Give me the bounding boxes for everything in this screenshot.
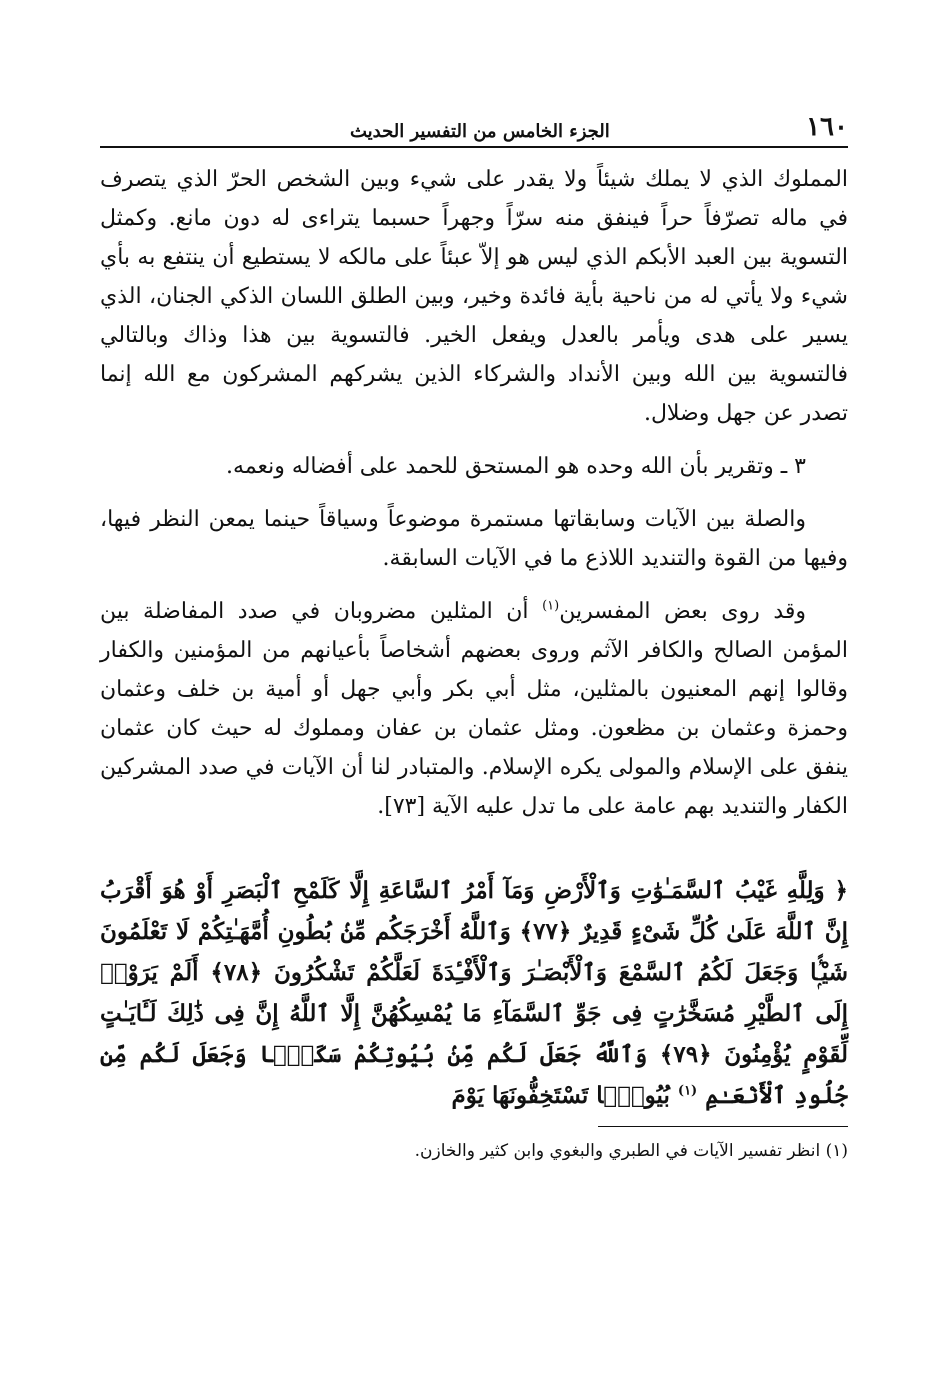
running-title: الجزء الخامس من التفسير الحديث (350, 121, 610, 142)
paragraph-3: والصلة بين الآيات وسابقاتها مستمرة موضوعاً وسياقاً حينما يمعن النظر فيها، وفيها من القوة والتنديد اللاذع ما في الآيات السابقة. (100, 507, 848, 571)
quran-text-end: بُيُوتًۭا تَسْتَخِفُّونَهَا يَوْمَ (451, 1082, 678, 1109)
paragraph-1: المملوك الذي لا يملك شيئاً ولا يقدر على شيء وبين الشخص الحرّ الذي يتصرف في ماله تصرّفاً حراً فينفق منه سرّاً وجهراً حسبما يتراءى له دون مانع. وكمثل التسوية بين العبد الأبكم الذي ليس هو إلاّ عبئاً على مالكه لا يستطيع أن ينتفع به بأي شيء ولا يأتي له من ناحية بأية فائدة وخير، وبين الطلق اللسان الذكي الجنان، الذي يسير على هدى ويأمر بالعدل ويفعل الخير. فالتسوية بين هذا وذاك وبالتالي فالتسوية بين الله وبين الأنداد والشركاء الذين يشركهم المشركون مع الله إنما تصدر عن جهل وضلال. (100, 167, 848, 426)
footnote-reference: (١) (542, 598, 560, 614)
paragraph-2: ٣ ـ وتقرير بأن الله وحده هو المستحق للحمد على أفضاله ونعمه. (226, 454, 806, 479)
page-body (100, 160, 848, 826)
quran-text-main: ﴿ وَلِلَّهِ غَيْبُ ٱلسَّمَـٰوَٰتِ وَٱلْأَرْضِ وَمَآ أَمْرُ ٱلسَّاعَةِ إِلَّا كَلَمْحِ ٱلْبَصَرِ أَوْ هُوَ أَقْرَبُ إِنَّ ٱللَّهَ عَلَىٰ كُلِّ شَىْءٍ قَدِيرٌ ﴿٧٧﴾ وَٱللَّهُ أَخْرَجَكُم مِّنۢ بُطُونِ أُمَّهَـٰتِكُمْ لَا تَعْلَمُونَ شَيْـًۭٔا وَجَعَلَ لَكُمُ ٱلسَّمْعَ وَٱلْأَبْصَـٰرَ وَٱلْأَفْـِٔدَةَ لَعَلَّكُمْ تَشْكُرُونَ ﴿٧٨﴾ أَلَمْ يَرَوْا۟ إِلَى ٱلطَّيْرِ مُسَخَّرَٰتٍ فِى جَوِّ ٱلسَّمَآءِ مَا يُمْسِكُهُنَّ إِلَّا ٱللَّهُ إِنَّ فِى ذَٰلِكَ لَـَٔايَـٰتٍ لِّقَوْمٍ يُؤْمِنُونَ ﴿٧٩﴾ وَٱللَّهُ جَعَلَ لَكُم مِّنۢ بُيُوتِكُمْ سَكَنًۭا وَجَعَلَ لَكُم مِّن جُلُودِ ٱلْأَنْعَـٰمِ (100, 877, 849, 1109)
footnote: (١) انظر تفسير الآيات في الطبري والبغوي وابن كثير والخازن. (414, 1141, 848, 1161)
book-page (100, 108, 848, 1165)
quran-verses (100, 870, 848, 1116)
page-number: ١٦٠ (806, 112, 848, 142)
footnote-divider (598, 1126, 848, 1127)
paragraph-4-rest: أن المثلين مضروبان في صدد المفاضلة بين المؤمن الصالح والكافر الآثم وروى بعضهم أشخاصاً بأعيانهم من المؤمنين والكفار وقالوا إنهم المعنيون بالمثلين، مثل أبي بكر وأبي جهل أو أمية بن خلف وعثمان وحمزة وعثمان بن مظعون. ومثل عثمان بن عفان ومملوك له حيث كان عثمان ينفق على الإسلام والمولى يكره الإسلام. والمتبادر لنا أن الآيات في صدد المشركين الكفار والتنديد بهم عامة على ما تدل عليه الآية [٧٣]. (100, 599, 848, 819)
paragraph-4-start: وقد روى بعض المفسرين (559, 599, 807, 624)
page-header (100, 108, 848, 148)
paragraph-4 (100, 592, 848, 826)
quran-footnote-reference: (١) (677, 1083, 698, 1099)
